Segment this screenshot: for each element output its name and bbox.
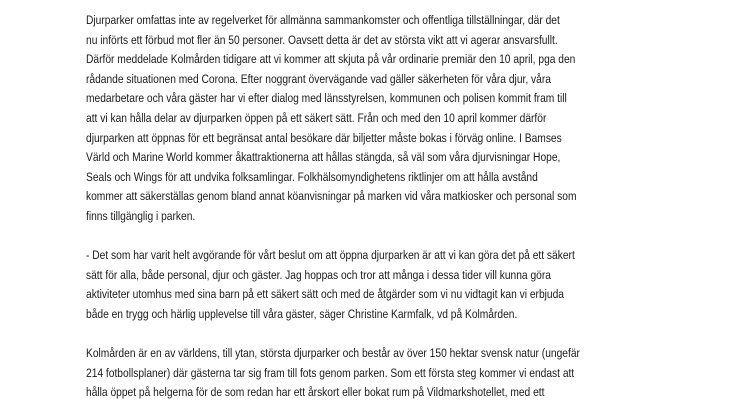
- paragraph-gap: [86, 227, 676, 247]
- text-line: Seals och Wings för att undvika folksamlingar. Folkhälsomyndighetens riktlinjer om att hålla avstånd: [86, 169, 538, 184]
- text-line: nu införts ett förbud mot fler än 50 personer. Oavsett detta är det av största vikt att vi agerar ansvarsfullt.: [86, 32, 558, 47]
- text-line: hålla öppet på helgerna för de som redan har ett årskort eller bokat rum på Vildmarkshotellet, med ett: [86, 385, 545, 400]
- text-line: att vi kan hålla delar av djurparken öppen på ett säkert sätt. Från och med den 10 april kommer därför: [86, 110, 547, 125]
- text-line: Värld och Marine World kommer åkattraktionerna att hållas stängda, så väl som våra djurvisningar Hope,: [86, 150, 561, 165]
- text-line: kommer att säkerställas genom bland annat köanvisningar på marken vid våra matkiosker och personal som: [86, 189, 577, 204]
- article-body: [86, 11, 676, 403]
- text-line: 214 fotbollsplaner) där gästerna tar sig fram till fots genom parken. Som ett första steg kommer vi endast att: [86, 365, 575, 380]
- paragraph-intro: [86, 11, 676, 227]
- text-line: sätt för alla, både personal, djur och gäster. Jag hoppas och tror att många i dessa tider vill kunna göra: [86, 267, 551, 282]
- paragraph-about: [86, 344, 676, 403]
- text-line: medarbetare och våra gäster har vi efter dialog med länsstyrelsen, kommunen och polisen kommit fram till: [86, 91, 567, 106]
- text-line: Kolmården är en av världens, till ytan, största djurparker och består av över 150 hektar svensk natur (ungefär: [86, 346, 580, 361]
- text-line: - Det som har varit helt avgörande för vårt beslut om att öppna djurparken är att vi kan göra det på ett säkert: [86, 248, 575, 263]
- paragraph-quote: [86, 246, 676, 324]
- text-line: Därför meddelade Kolmården tidigare att vi kommer att skjuta på vår ordinarie premiär den 10 april, pga den: [86, 52, 576, 67]
- text-line: finns tillgänglig i parken.: [86, 208, 196, 223]
- text-line: djurparken att öppnas för ett begränsat antal besökare där biljetter måste bokas i förväg online. I Bamses: [86, 130, 562, 145]
- text-line: både en trygg och härlig upplevelse till våra gäster, säger Christine Karmfalk, vd på Kolmården.: [86, 306, 518, 321]
- text-line: Djurparker omfattas inte av regelverket för allmänna sammankomster och offentliga tillställningar, där det: [86, 13, 560, 27]
- paragraph-gap: [86, 325, 676, 345]
- text-line: aktiviteter utomhus med sina barn på ett säkert sätt och med de åtgärder som vi nu vidtagit kan vi erbjuda: [86, 287, 564, 302]
- text-line: rådande situationen med Corona. Efter noggrant övervägande vad gäller säkerheten för våra djur, våra: [86, 71, 551, 86]
